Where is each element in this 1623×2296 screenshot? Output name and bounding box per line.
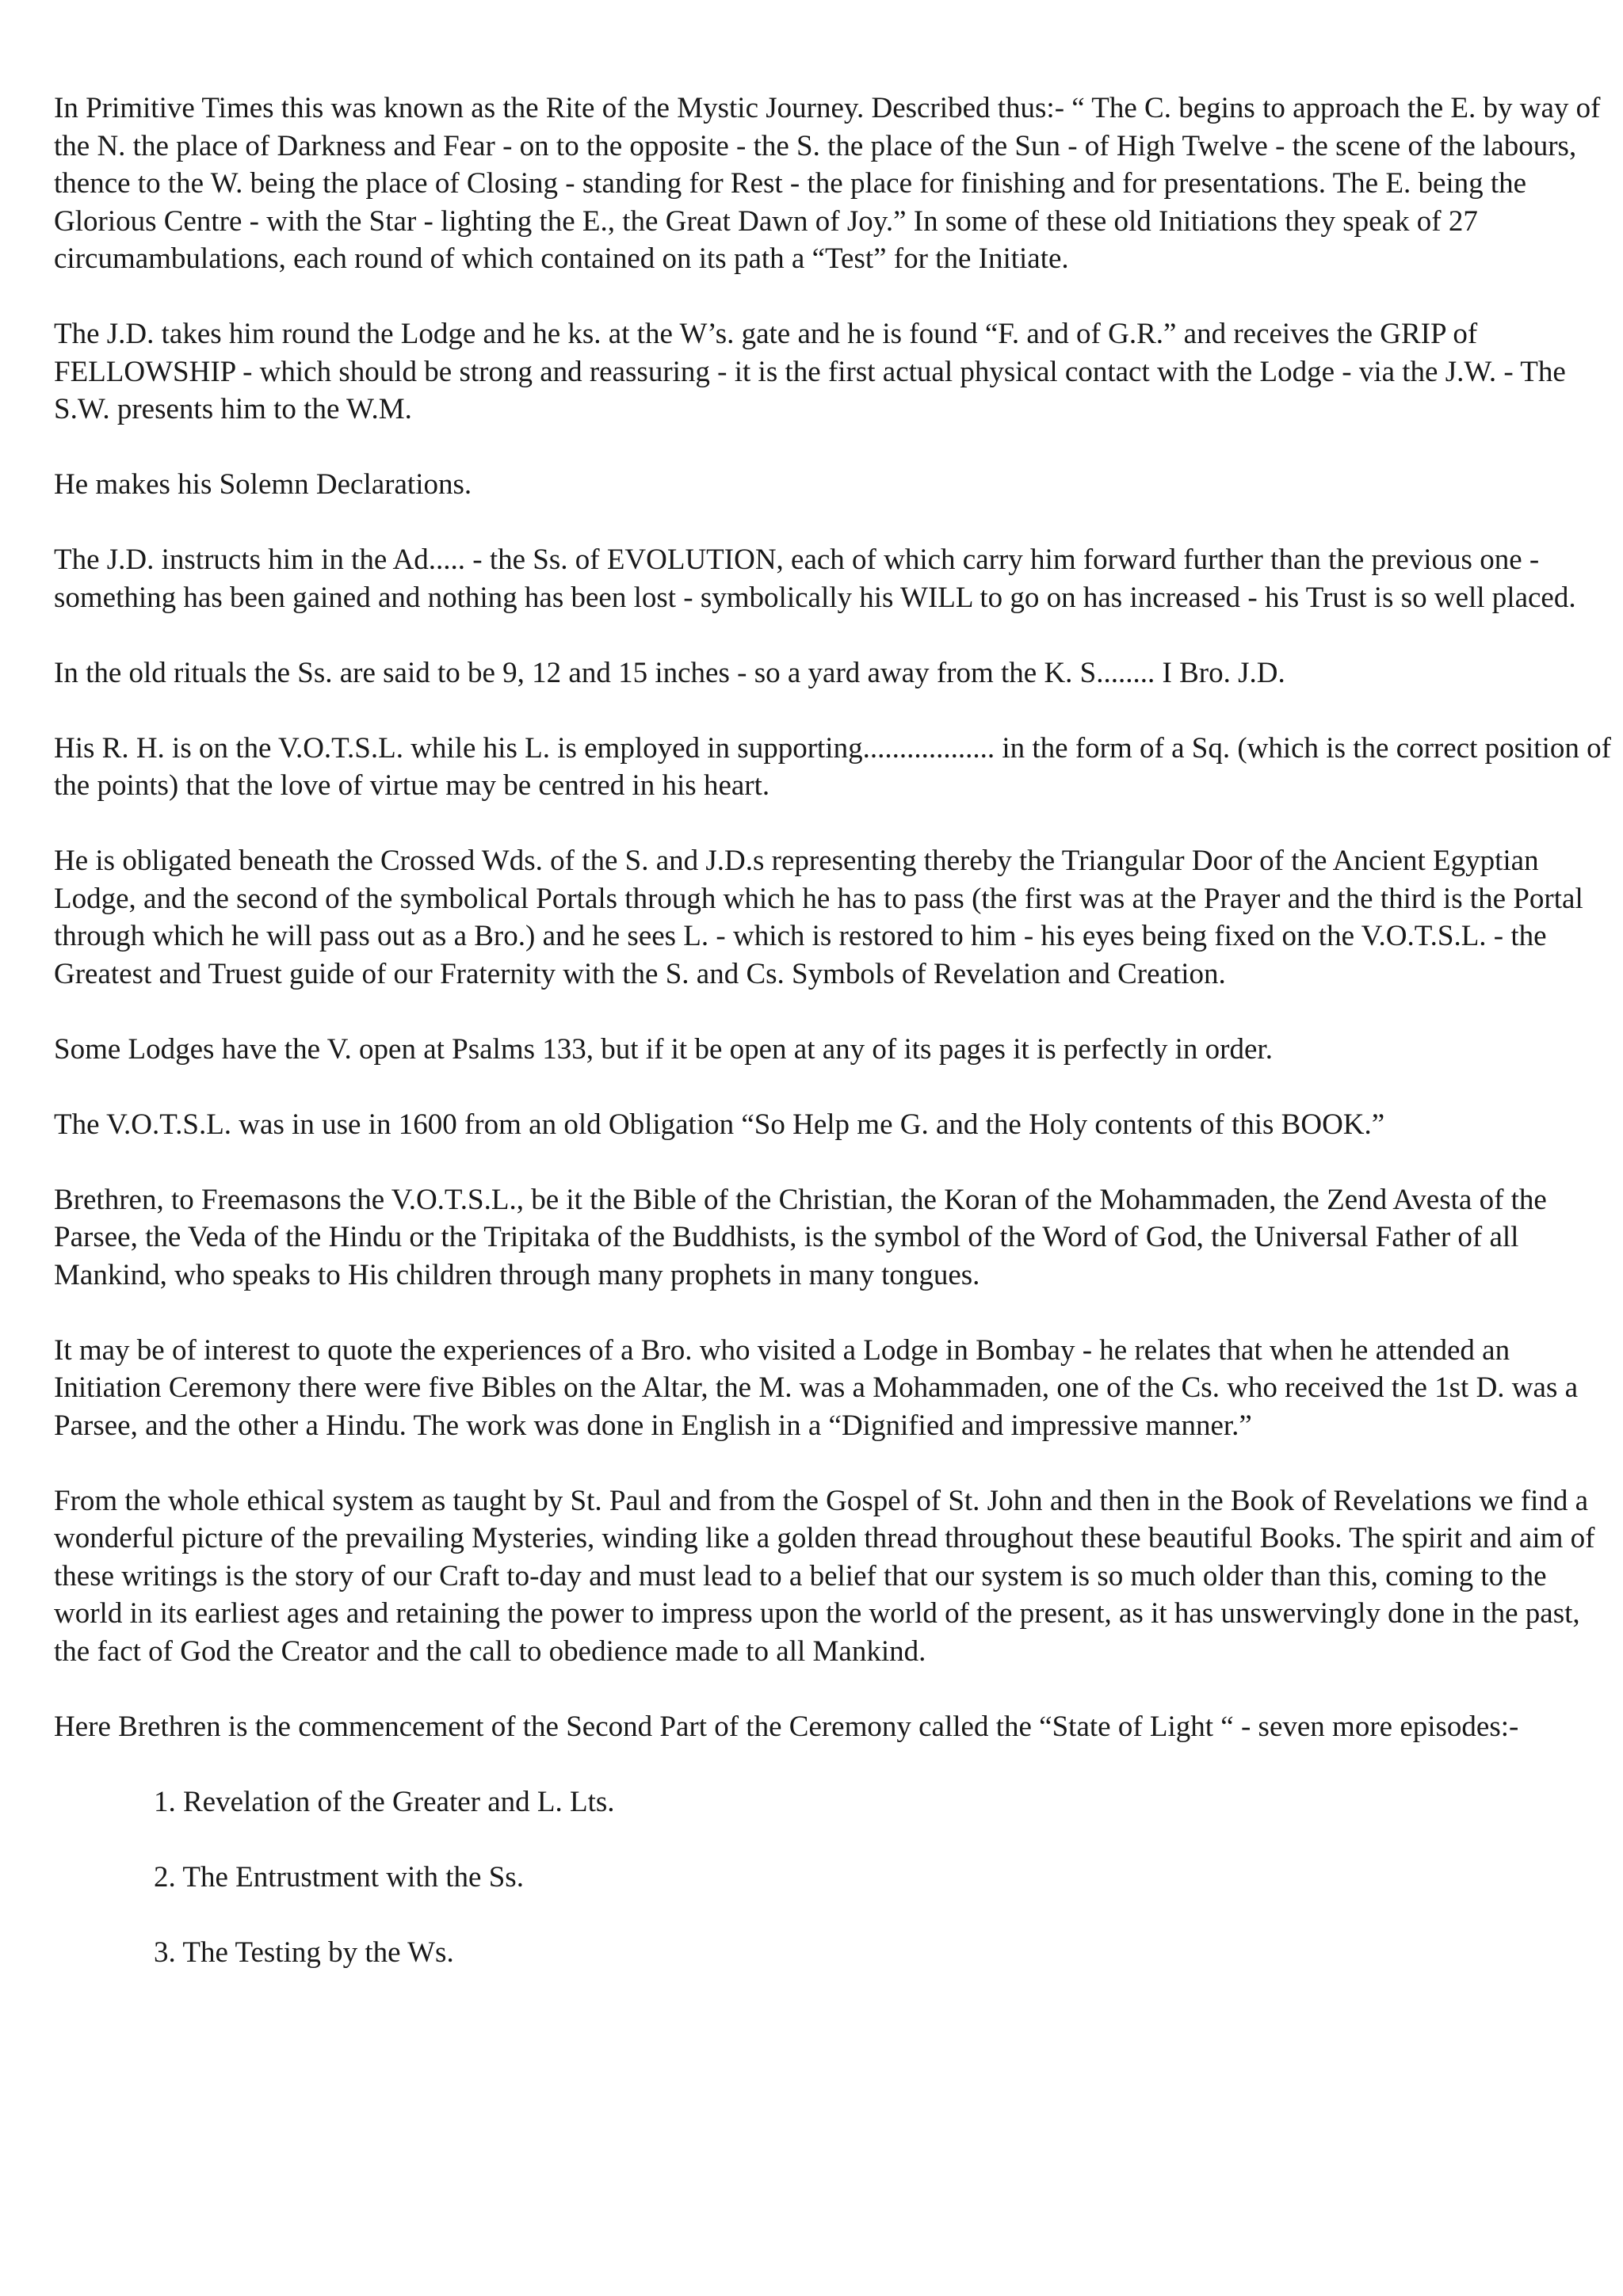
paragraph-solemn-declarations: He makes his Solemn Declarations.: [54, 468, 472, 501]
list-number: 3.: [154, 1936, 176, 1969]
paragraph-crossed-wands: He is obligated beneath the Crossed Wds. of the S. and J.D.s representing thereby the Triangular Door of the Ancient Egyptian Lodge, and the second of the symbolical Portals through which he has to pass (the first was at the Prayer and the third is the Portal through which he will pass out as a Bro.) and he sees L. - which is restored to him - his eyes being fixed on the V.O.T.S.L. - the Greatest and Truest guide of our Fraternity with the S. and Cs. Symbols of Revelation and Creation.: [54, 845, 1583, 990]
list-item: [54, 1859, 1623, 1897]
paragraph-votsl-1600: The V.O.T.S.L. was in use in 1600 from an old Obligation “So Help me G. and the Holy contents of this BOOK.”: [54, 1108, 1385, 1141]
paragraph-old-rituals: In the old rituals the Ss. are said to be 9, 12 and 15 inches - so a yard away from the K. S........ I Bro. J.D.: [54, 656, 1285, 689]
paragraph-mystic-journey: In Primitive Times this was known as the Rite of the Mystic Journey. Described thus:- “ The C. begins to approach the E. by way of the N. the place of Darkness and Fear - on to the opposite - the S. the place of the Sun - of High Twelve - the scene of the labours, thence to the W. being the place of Closing - standing for Rest - the place for finishing and for presentations. The E. being the Glorious Centre - with the Star - lighting the E., the Great Dawn of Joy.” In some of these old Initiations they speak of 27 circumambulations, each round of which contained on its path a “Test” for the Initiate.: [54, 92, 1601, 275]
paragraph-psalms-133: Some Lodges have the V. open at Psalms 133, but if it be open at any of its pages it is perfectly in order.: [54, 1032, 1273, 1066]
paragraph-steps-of-evolution: The J.D. instructs him in the Ad..... - the Ss. of EVOLUTION, each of which carry him forward further than the previous one - something has been gained and nothing has been lost - symbolically his WILL to go on has increased - his Trust is so well placed.: [54, 543, 1576, 614]
list-number: 1.: [154, 1785, 176, 1818]
list-number: 2.: [154, 1860, 176, 1894]
list-item: [54, 1783, 1623, 1821]
paragraph-grip-of-fellowship: The J.D. takes him round the Lodge and he ks. at the W’s. gate and he is found “F. and of G.R.” and receives the GRIP of FELLOWSHIP - which should be strong and reassuring - it is the first actual physical contact with the Lodge - via the J.W. - The S.W. presents him to the W.M.: [54, 318, 1566, 425]
list-text: Revelation of the Greater and L. Lts.: [183, 1785, 615, 1818]
list-text: The Entrustment with the Ss.: [182, 1860, 524, 1894]
episode-list: [54, 1783, 1623, 1972]
paragraph-ethical-system: From the whole ethical system as taught by St. Paul and from the Gospel of St. John and then in the Book of Revelations we find a wonderful picture of the prevailing Mysteries, winding like a golden thread throughout these beautiful Books. The spirit and aim of these writings is the story of our Craft to-day and must lead to a belief that our system is so much older than this, coming to the world in its earliest ages and retaining the power to impress upon the world of the present, as it has unswervingly done in the past, the fact of God the Creator and the call to obedience made to all Mankind.: [54, 1484, 1595, 1668]
paragraph-state-of-light: Here Brethren is the commencement of the Second Part of the Ceremony called the “State of Light “ - seven more episodes:-: [54, 1710, 1519, 1743]
paragraph-right-hand-position: His R. H. is on the V.O.T.S.L. while his L. is employed in supporting.................. in the form of a Sq. (which is the correct position of the points) that the love of virtue may be centred in his heart.: [54, 731, 1611, 802]
paragraph-bombay-lodge: It may be of interest to quote the experiences of a Bro. who visited a Lodge in Bombay - he relates that when he attended an Initiation Ceremony there were five Bibles on the Altar, the M. was a Mohammaden, one of the Cs. who received the 1st D. was a Parsee, and the other a Hindu. The work was done in English in a “Dignified and impressive manner.”: [54, 1333, 1579, 1442]
list-item: [54, 1934, 1623, 1972]
paragraph-word-of-god: Brethren, to Freemasons the V.O.T.S.L., be it the Bible of the Christian, the Koran of the Mohammaden, the Zend Avesta of the Parsee, the Veda of the Hindu or the Tripitaka of the Buddhists, is the symbol of the Word of God, the Universal Father of all Mankind, who speaks to His children through many prophets in many tongues.: [54, 1183, 1547, 1291]
list-text: The Testing by the Ws.: [182, 1936, 454, 1969]
